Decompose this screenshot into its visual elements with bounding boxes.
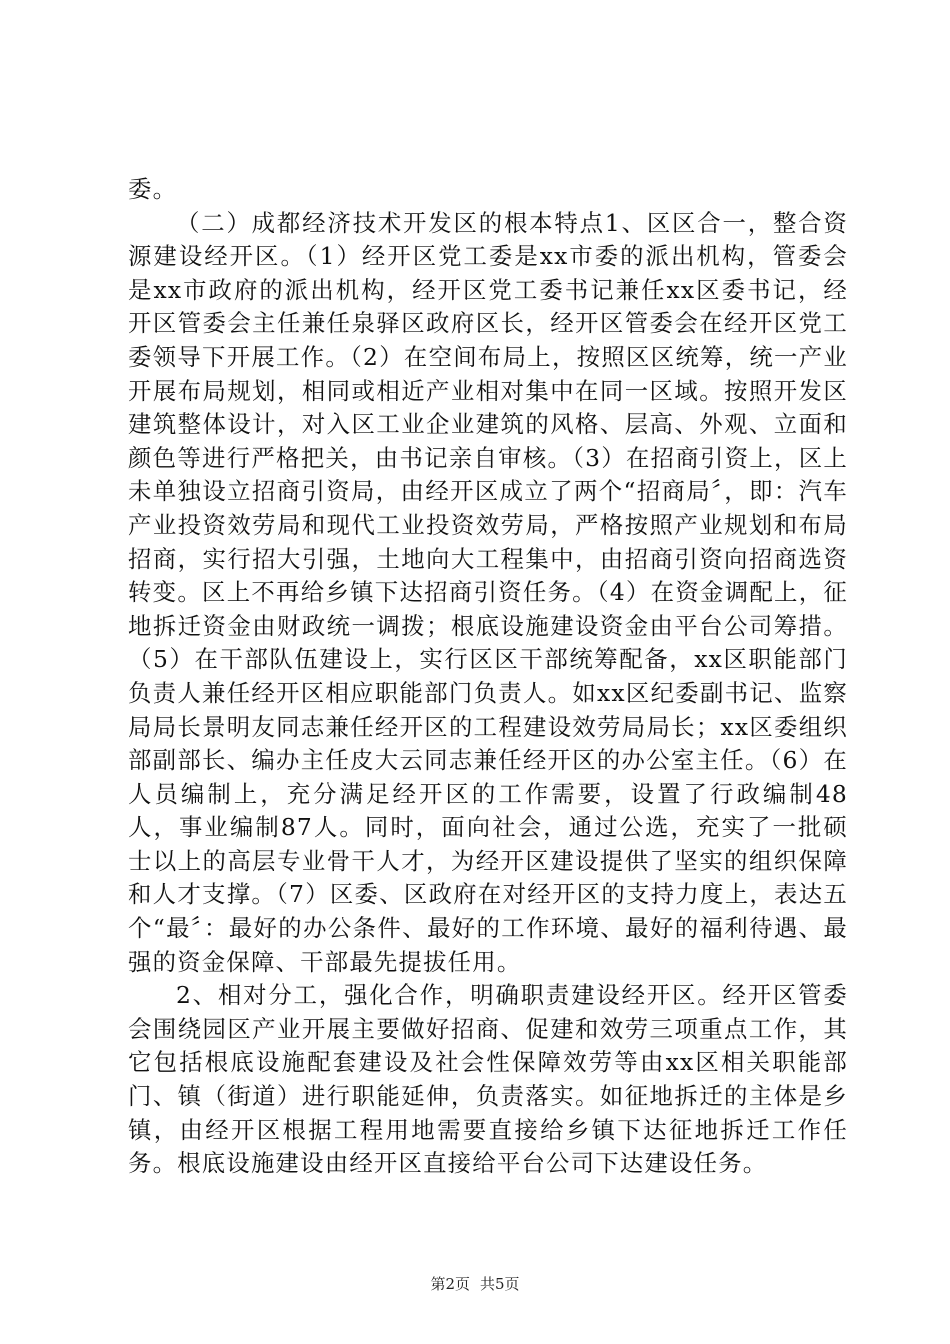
paragraph-point-2: 2、相对分工，强化合作，明确职责建设经开区。经开区管委会围绕园区产业开展主要做好招商、促建和效劳三项重点工作，其它包括根底设施配套建设及社会性保障效劳等由xx区相关职能部门、镇（街道）进行职能延伸，负责落实。如征地拆迁的主体是乡镇，由经开区根据工程用地需要直接给乡镇下达征地拆迁工作任务。根底设施建设由经开区直接给平台公司下达建设任务。 <box>128 981 848 1178</box>
paragraph-section-2: （二）成都经济技术开发区的根本特点1、区区合一，整合资源建设经开区。（1）经开区党工委是xx市委的派出机构，管委会是xx市政府的派出机构，经开区党工委书记兼任xx区委书记，经开区管委会主任兼任泉驿区政府区长，经开区管委会在经开区党工委领导下开展工作。（2）在空间布局上，按照区区统筹，统一产业开展布局规划，相同或相近产业相对集中在同一区域。按照开发区建筑整体设计，对入区工业企业建筑的风格、层高、外观、立面和颜色等进行严格把关，由书记亲自审核。（3）在招商引资上，区上未单独设立招商引资局，由经开区成立了两个“招商局〞，即：汽车产业投资效劳局和现代工业投资效劳局，严格按照产业规划和布局招商，实行招大引强，土地向大工程集中，由招商引资向招商选资转变。区上不再给乡镇下达招商引资任务。（4）在资金调配上，征地拆迁资金由财政统一调拨；根底设施建设资金由平台公司筹措。（5）在干部队伍建设上，实行区区干部统筹配备，xx区职能部门负责人兼任经开区相应职能部门负责人。如xx区纪委副书记、监察局局长景明友同志兼任经开区的工程建设效劳局局长；xx区委组织部副部长、编办主任皮大云同志兼任经开区的办公室主任。（6）在人员编制上，充分满足经开区的工作需要，设置了行政编制48人，事业编制87人。同时，面向社会，通过公选，充实了一批硕士以上的高层专业骨干人才，为经开区建设提供了坚实的组织保障和人才支撑。（7）区委、区政府在对经开区的支持力度上，表达五个“最〞：最好的办公条件、最好的工作环境、最好的福利待遇、最强的资金保障、干部最先提拔任用。 <box>128 208 848 976</box>
page-footer <box>0 1273 950 1294</box>
document-body <box>128 173 848 1181</box>
paragraph-continuation: 委。 <box>128 175 178 203</box>
page-total: 共5页 <box>480 1275 520 1293</box>
page-number: 第2页 <box>430 1275 470 1293</box>
